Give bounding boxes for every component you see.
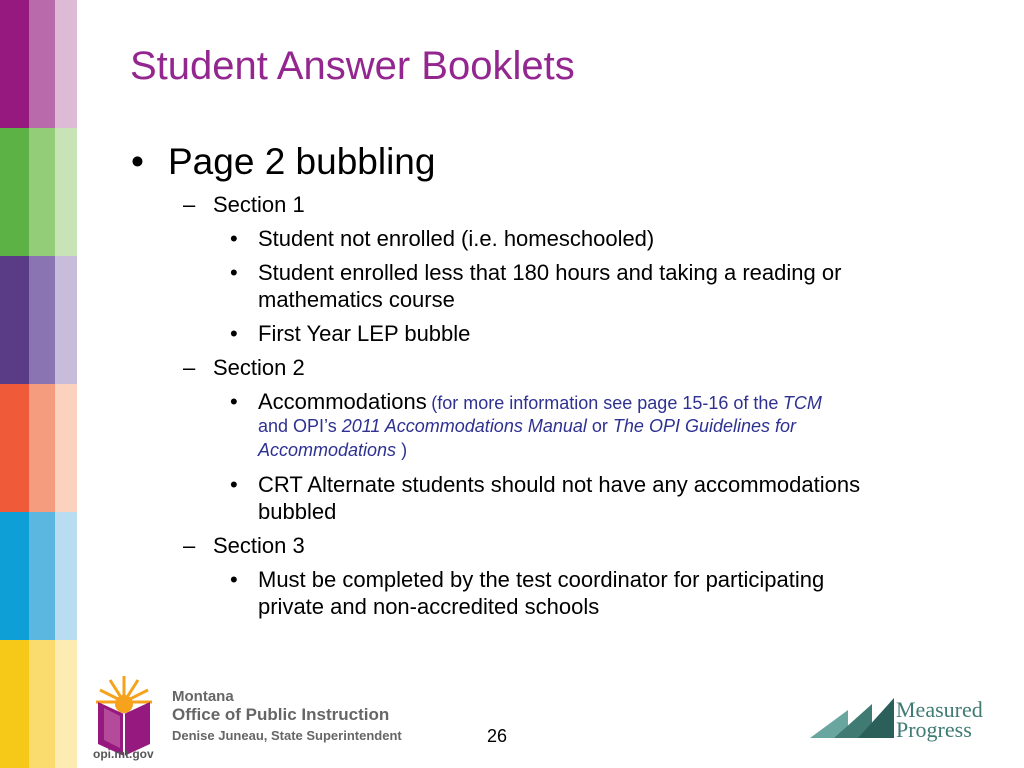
band-col-2: [29, 640, 55, 768]
section1-item-180-hours-line1: Student enrolled less that 180 hours and taking a reading or: [258, 260, 842, 285]
band-col-1: [0, 256, 29, 384]
bullet-l3: •: [230, 321, 238, 346]
band-col-3: [55, 128, 77, 256]
dash-marker: –: [183, 192, 196, 217]
bullet-l3: •: [230, 260, 238, 285]
band-col-1: [0, 512, 29, 640]
section2-item-accommodations-line3: [258, 440, 407, 461]
band-col-1: [0, 384, 29, 512]
color-band-green: [0, 128, 77, 256]
band-col-3: [55, 384, 77, 512]
dash-marker: –: [183, 355, 196, 380]
section3-item-coordinator-line2: private and non-accredited schools: [258, 594, 600, 619]
guidelines-reference-cont: Accommodations: [258, 440, 397, 460]
accommodations-note-close: ): [401, 440, 408, 460]
band-col-1: [0, 640, 29, 768]
section1-item-lep: First Year LEP bubble: [258, 321, 471, 346]
dash-marker: –: [183, 533, 196, 558]
opi-wordmark: [172, 688, 402, 743]
band-col-2: [29, 384, 55, 512]
bullet-l3: •: [230, 472, 238, 497]
band-col-2: [29, 128, 55, 256]
opi-url: opi.mt.gov: [93, 747, 154, 761]
band-col-1: [0, 0, 29, 128]
page-number: 26: [487, 726, 508, 746]
band-col-3: [55, 512, 77, 640]
guidelines-reference: The OPI Guidelines for: [612, 416, 797, 436]
section-2-heading: Section 2: [213, 355, 305, 380]
slide-title: Student Answer Booklets: [130, 44, 575, 88]
band-col-2: [29, 0, 55, 128]
section2-item-accommodations-line1: [258, 389, 822, 415]
color-band-blue: [0, 512, 77, 640]
accommodations-note-or: or: [591, 416, 608, 436]
section-1-heading: Section 1: [213, 192, 305, 217]
accommodations-label: Accommodations: [258, 389, 427, 414]
band-col-2: [29, 512, 55, 640]
color-band-yellow: [0, 640, 77, 768]
band-col-1: [0, 128, 29, 256]
section-3-heading: Section 3: [213, 533, 305, 558]
band-col-3: [55, 640, 77, 768]
left-color-bars: [0, 0, 77, 640]
bullet-l1: •: [131, 141, 144, 182]
section3-item-coordinator-line1: Must be completed by the test coordinator for participating: [258, 567, 825, 592]
accommodations-note-1: (for more information see page 15-16 of the: [431, 393, 779, 413]
measured-progress-wordmark: [896, 697, 983, 742]
band-col-3: [55, 0, 77, 128]
mp-line-2: Progress: [896, 717, 972, 742]
manual-reference: 2011 Accommodations Manual: [341, 416, 587, 436]
mp-line-1: Measured: [896, 697, 983, 722]
section1-item-180-hours-line2: mathematics course: [258, 287, 455, 312]
tcm-reference: TCM: [782, 393, 822, 413]
opi-superintendent: Denise Juneau, State Superintendent: [172, 728, 402, 743]
bullet-l3: •: [230, 226, 238, 251]
opi-office: Office of Public Instruction: [172, 705, 390, 724]
band-col-2: [29, 256, 55, 384]
section1-item-not-enrolled: Student not enrolled (i.e. homeschooled): [258, 226, 655, 251]
opi-state: Montana: [172, 688, 234, 705]
band-col-3: [55, 256, 77, 384]
section2-item-crt-alternate-line2: bubbled: [258, 499, 337, 524]
color-band-orange: [0, 384, 77, 512]
bullet-l3: •: [230, 389, 238, 414]
item-page2-bubbling: Page 2 bubbling: [168, 141, 436, 182]
accommodations-note-2: and OPI’s: [258, 416, 337, 436]
section2-item-crt-alternate-line1: CRT Alternate students should not have any accommodations: [258, 472, 861, 497]
color-band-violet: [0, 256, 77, 384]
bullet-l3: •: [230, 567, 238, 592]
section2-item-accommodations-line2: [258, 416, 796, 437]
color-band-purple: [0, 0, 77, 128]
